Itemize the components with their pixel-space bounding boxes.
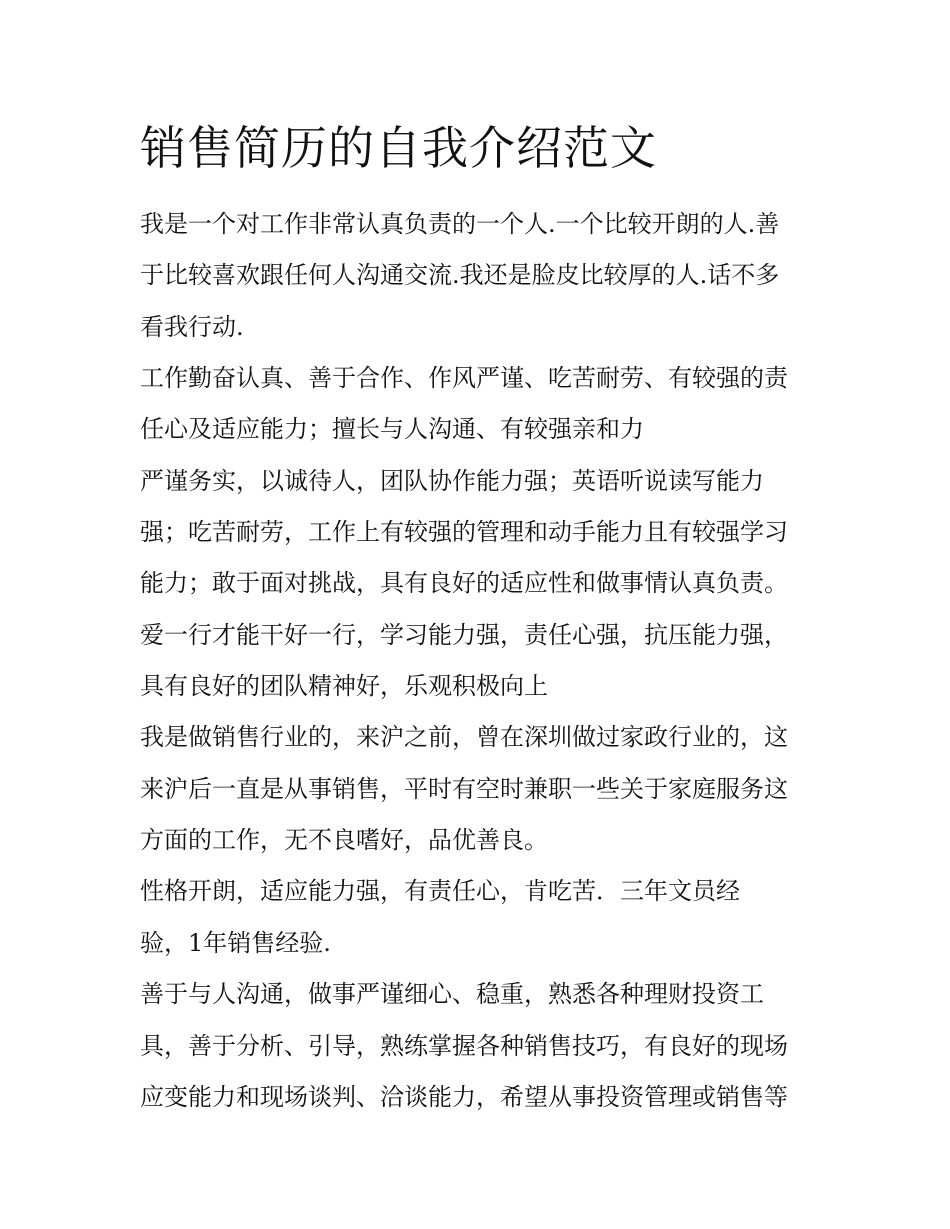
body-line: 严谨务实，以诚待人，团队协作能力强；英语听说读写能力 xyxy=(140,466,764,495)
body-line: 善于与人沟通，做事严谨细心、稳重，熟悉各种理财投资工 xyxy=(140,980,764,1009)
body-line: 具，善于分析、引导，熟练掌握各种销售技巧，有良好的现场 xyxy=(140,1031,788,1060)
body-line: 方面的工作，无不良嗜好，品优善良。 xyxy=(140,826,548,855)
body-line: 来沪后一直是从事销售，平时有空时兼职一些关于家庭服务这 xyxy=(140,774,788,803)
document-body xyxy=(140,204,840,1128)
body-line: 爱一行才能干好一行，学习能力强，责任心强，抗压能力强， xyxy=(140,620,788,649)
body-line: 我是一个对工作非常认真负责的一个人.一个比较开朗的人.善 xyxy=(140,210,780,238)
body-line: 工作勤奋认真、善于合作、作风严谨、吃苦耐劳、有较强的责 xyxy=(140,364,788,393)
body-line: 我是做销售行业的，来沪之前，曾在深圳做过家政行业的，这 xyxy=(140,723,788,752)
document-title: 销售简历的自我介绍范文 xyxy=(140,121,657,175)
body-line: 性格开朗，适应能力强，有责任心，肯吃苦．三年文员经 xyxy=(140,877,740,906)
body-line: 验，1年销售经验. xyxy=(140,928,331,957)
body-line: 能力；敢于面对挑战，具有良好的适应性和做事情认真负责。 xyxy=(140,569,788,598)
body-line: 强；吃苦耐劳，工作上有较强的管理和动手能力且有较强学习 xyxy=(140,518,788,547)
body-line: 任心及适应能力；擅长与人沟通、有较强亲和力 xyxy=(140,415,644,444)
body-line: 具有良好的团队精神好，乐观积极向上 xyxy=(140,672,548,701)
body-line: 于比较喜欢跟任何人沟通交流.我还是脸皮比较厚的人.话不多 xyxy=(140,261,780,290)
body-line: 看我行动. xyxy=(140,312,244,341)
body-line: 应变能力和现场谈判、洽谈能力，希望从事投资管理或销售等 xyxy=(140,1082,788,1111)
